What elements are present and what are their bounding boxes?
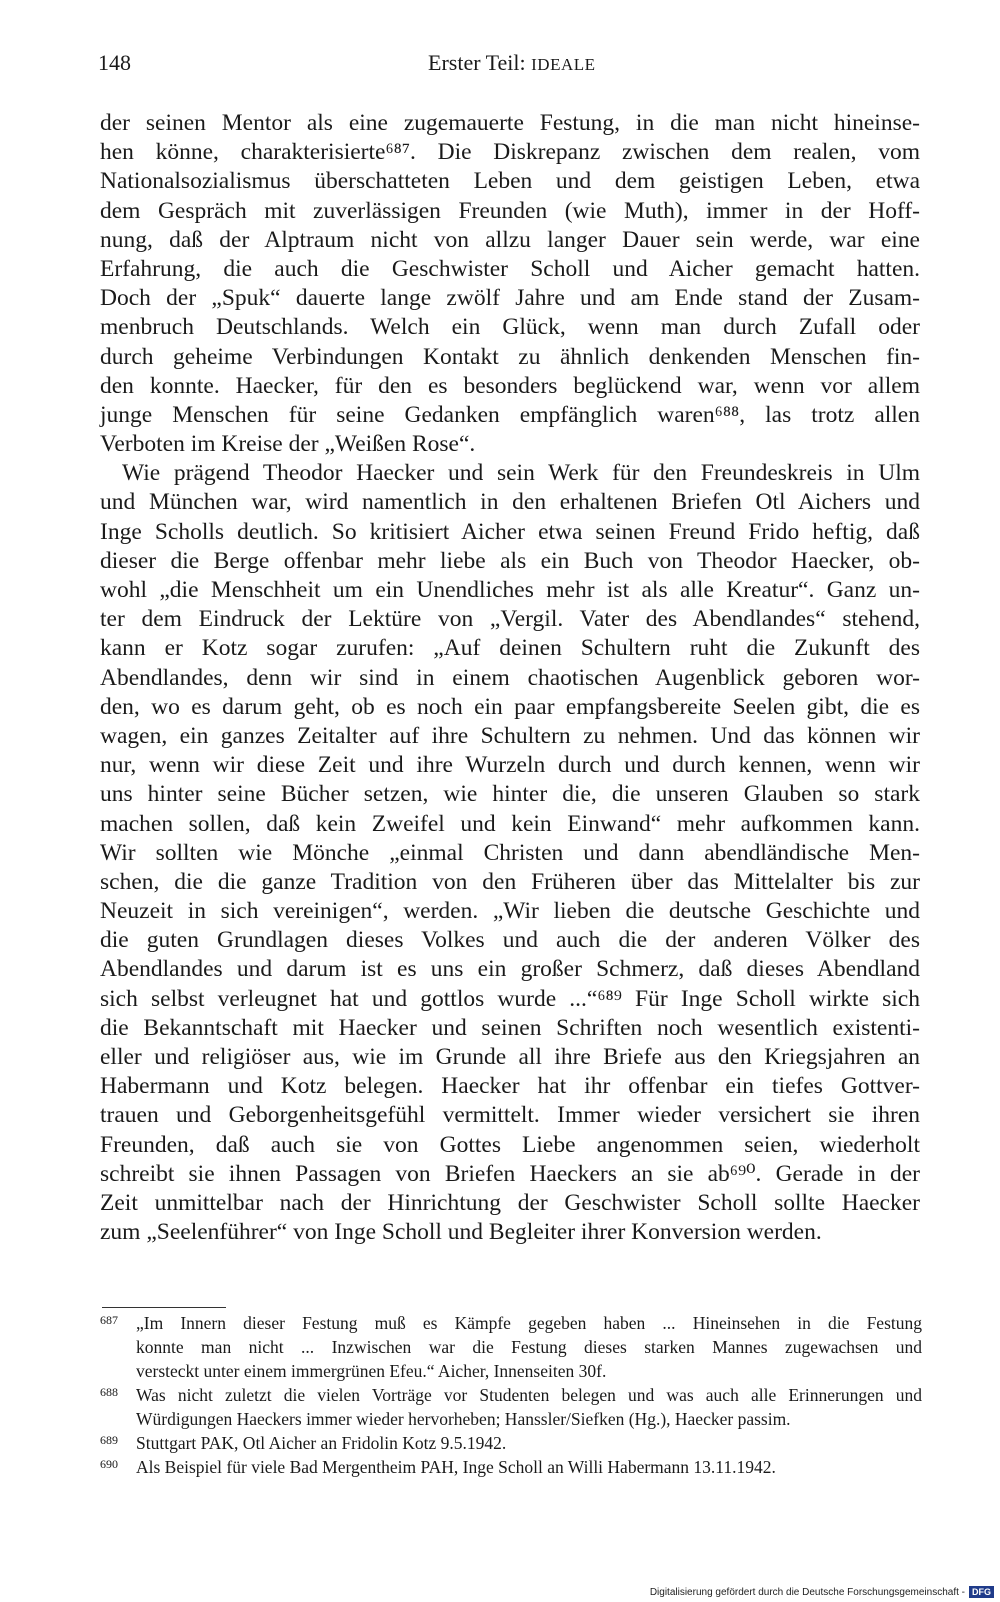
footnote-line: „Im Innern dieser Festung muß es Kämpfe gegeben haben ... Hineinsehen in die Festung [136, 1313, 922, 1333]
text-line: schen, die die ganze Tradition von den Früheren über das Mittelalter bis zur [100, 868, 920, 895]
footnote-line: Was nicht zuletzt die vielen Vorträge vor Studenten belegen und was auch alle Erinnerungen und [136, 1385, 922, 1405]
text-line: die Bekanntschaft mit Haecker und seinen Schriften noch wesentlich existenti- [100, 1014, 920, 1041]
text-line: nung, daß der Alptraum nicht von allzu langer Dauer sein werde, war eine [100, 226, 920, 253]
footnote-690 [100, 1455, 922, 1479]
footnote-689 [100, 1431, 922, 1455]
footnote-line: Als Beispiel für viele Bad Mergentheim PAH, Inge Scholl an Willi Habermann 13.11.1942. [136, 1457, 776, 1477]
dfg-logo: DFG [969, 1586, 994, 1598]
text-line: und München war, wird namentlich in den erhaltenen Briefen Otl Aichers und [100, 489, 920, 516]
footnote-688 [100, 1383, 922, 1431]
credit-text: Digitalisierung gefördert durch die Deutsche Forschungsgemeinschaft - [649, 1586, 965, 1598]
text-line: Inge Scholls deutlich. So kritisiert Aicher etwa seinen Freund Frido heftig, daß [100, 518, 920, 545]
footnote-687 [100, 1311, 922, 1383]
text-line: Doch der „Spuk“ dauerte lange zwölf Jahre und am Ende stand der Zusam- [100, 285, 920, 312]
text-line: sich selbst verleugnet hat und gottlos wurde ...“⁶⁸⁹ Für Inge Scholl wirkte sich [100, 985, 920, 1012]
text-line: Nationalsozialismus überschatteten Leben und dem geistigen Leben, etwa [100, 168, 920, 195]
text-line: ter dem Eindruck der Lektüre von „Vergil. Vater des Abendlandes“ stehend, [100, 606, 920, 633]
text-line: junge Menschen für seine Gedanken empfänglich waren⁶⁸⁸, las trotz allen [100, 401, 920, 428]
text-line: schreibt sie ihnen Passagen von Briefen Haeckers an sie ab⁶⁹⁰. Gerade in der [100, 1160, 920, 1187]
footnote-line: Würdigungen Haeckers immer wieder hervorheben; Hanssler/Siefken (Hg.), Haecker passim. [136, 1409, 791, 1429]
text-line: Neuzeit in sich vereinigen“, werden. „Wir lieben die deutsche Geschichte und [100, 898, 920, 925]
footnote-number: 687 [100, 1313, 118, 1327]
text-line: den konnte. Haecker, für den es besonders beglückend war, wenn vor allem [100, 372, 920, 399]
body-text [100, 109, 920, 1247]
text-line: uns hinter seine Bücher setzen, wie hinter die, die unseren Glauben so stark [100, 781, 920, 808]
text-line: hen könne, charakterisierte⁶⁸⁷. Die Diskrepanz zwischen dem realen, vom [100, 139, 920, 166]
paragraph-1 [100, 109, 920, 459]
text-line: nur, wenn wir diese Zeit und ihre Wurzeln durch und durch kennen, wenn wir [100, 752, 920, 779]
footnote-rule [102, 1307, 226, 1308]
footnote-number: 688 [100, 1385, 118, 1399]
text-line: Abendlandes und darum ist es uns ein großer Schmerz, daß dieses Abendland [100, 956, 920, 983]
text-line: den, wo es darum geht, ob es noch ein paar empfangsbereite Seelen gibt, die es [100, 693, 920, 720]
running-head-title: IDEALE [531, 55, 596, 74]
digitization-credit [650, 1586, 994, 1598]
footnote-number: 689 [100, 1433, 118, 1447]
text-line: kann er Kotz sogar zurufen: „Auf deinen Schultern ruht die Zukunft des [100, 635, 920, 662]
text-line: Erfahrung, die auch die Geschwister Scholl und Aicher gemacht hatten. [100, 255, 920, 282]
text-line: dem Gespräch mit zuverlässigen Freunden (wie Muth), immer in der Hoff- [100, 197, 920, 224]
text-line: durch geheime Verbindungen Kontakt zu ähnlich denkenden Menschen fin- [100, 343, 920, 370]
text-line: die guten Grundlagen dieses Volkes und auch die der anderen Völker des [100, 927, 920, 954]
text-line: Zeit unmittelbar nach der Hinrichtung der Geschwister Scholl sollte Haecker [100, 1189, 920, 1216]
text-line: zum „Seelenführer“ von Inge Scholl und Begleiter ihrer Konversion werden. [100, 1219, 822, 1246]
text-line: menbruch Deutschlands. Welch ein Glück, wenn man durch Zufall oder [100, 314, 920, 341]
running-head-prefix: Erster Teil: [428, 50, 532, 75]
text-line: dieser die Berge offenbar mehr liebe als ein Buch von Theodor Haecker, ob- [100, 547, 920, 574]
text-line: trauen und Geborgenheitsgefühl vermittelt. Immer wieder versichert sie ihren [100, 1102, 920, 1129]
text-line: der seinen Mentor als eine zugemauerte Festung, in die man nicht hineinse- [100, 110, 920, 136]
footnote-number: 690 [100, 1457, 118, 1471]
running-head [428, 50, 596, 76]
text-line: Abendlandes, denn wir sind in einem chaotischen Augenblick geboren wor- [100, 664, 920, 691]
text-line: Verboten im Kreise der „Weißen Rose“. [100, 431, 476, 458]
text-line: Wir sollten wie Mönche „einmal Christen und dann abendländische Men- [100, 839, 920, 866]
text-line: wagen, ein ganzes Zeitalter auf ihre Schultern zu nehmen. Und das können wir [100, 722, 920, 749]
text-line: Wie prägend Theodor Haecker und sein Werk für den Freundeskreis in Ulm [122, 460, 920, 487]
footnote-line: versteckt unter einem immergrünen Efeu.“ Aicher, Innenseiten 30f. [136, 1361, 607, 1381]
text-line: machen sollen, daß kein Zweifel und kein Einwand“ mehr aufkommen kann. [100, 810, 920, 837]
text-line: eller und religiöser aus, wie im Grunde all ihre Briefe aus den Kriegsjahren an [100, 1044, 920, 1070]
footnote-line: Stuttgart PAK, Otl Aicher an Fridolin Kotz 9.5.1942. [136, 1433, 507, 1453]
paragraph-2 [100, 459, 920, 1247]
footnotes [100, 1311, 922, 1479]
page-number: 148 [98, 50, 131, 75]
text-line: Habermann und Kotz belegen. Haecker hat ihr offenbar ein tiefes Gottver- [100, 1073, 920, 1100]
footnote-line: konnte man nicht ... Inzwischen war die Festung dieses starken Mannes zugewachsen und [136, 1337, 922, 1357]
text-line: wohl „die Menschheit um ein Unendliches mehr ist als alle Kreatur“. Ganz un- [100, 577, 920, 603]
text-line: Freunden, daß auch sie von Gottes Liebe angenommen seien, wiederholt [100, 1131, 920, 1158]
page-header [98, 50, 920, 80]
